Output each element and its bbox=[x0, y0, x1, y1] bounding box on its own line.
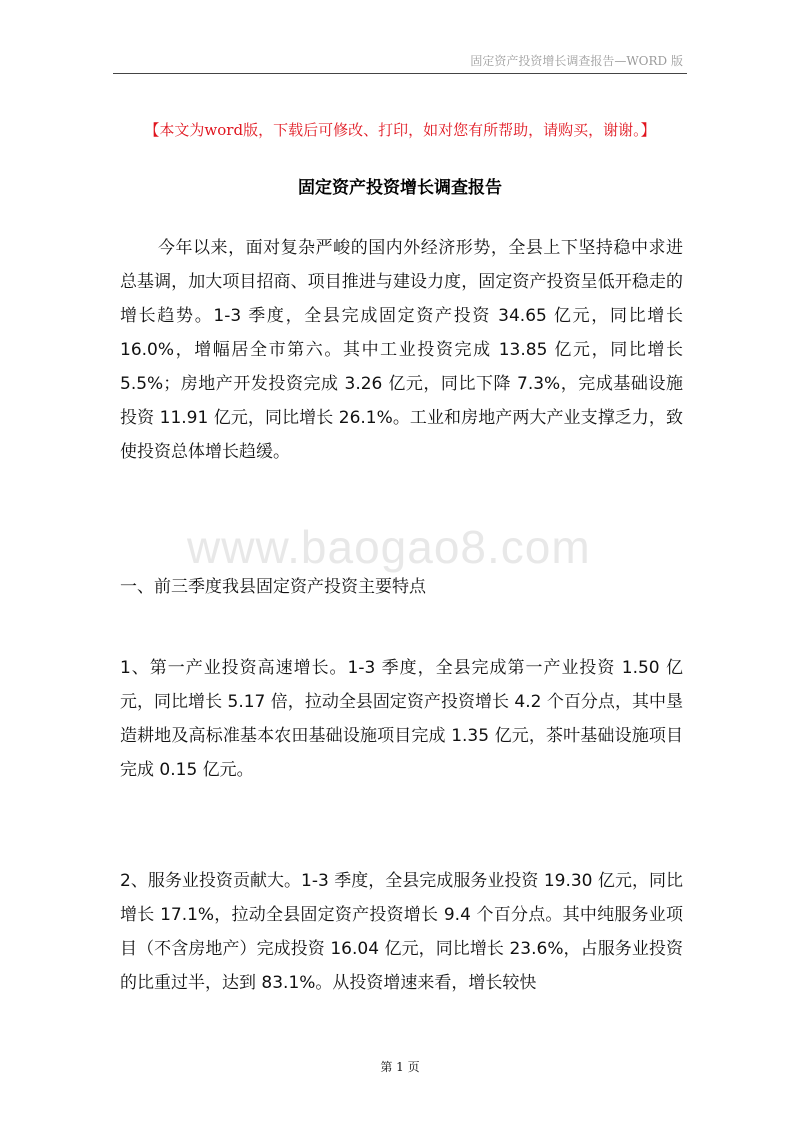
intro-paragraph: 今年以来，面对复杂严峻的国内外经济形势，全县上下坚持稳中求进总基调，加大项目招商、项目推进与建设力度，固定资产投资呈低开稳走的增长趋势。1-3 季度，全县完成固定资产投资 34.65 亿元，同比增长 16.0%，增幅居全市第六。其中工业投资完成 13.85 亿元，同比增长 5.5%；房地产开发投资完成 3.26 亿元，同比下降 7.3%，完成基础设施投资 11.91 亿元，同比增长 26.1%。工业和房地产两大产业支撑乏力，致使投资总体增长趋缓。 bbox=[120, 238, 683, 462]
point-2-paragraph: 2、服务业投资贡献大。1-3 季度，全县完成服务业投资 19.30 亿元，同比增长 17.1%，拉动全县固定资产投资增长 9.4 个百分点。其中纯服务业项目（不含房地产）完成投资 16.04 亿元，同比增长 23.6%，占服务业投资的比重过半，达到 83.1%。从投资增速来看，增长较快 bbox=[120, 871, 683, 993]
running-header: 固定资产投资增长调查报告—WORD 版 bbox=[470, 54, 683, 68]
download-notice: 【本文为word版，下载后可修改、打印，如对您有所帮助，请购买，谢谢。】 bbox=[144, 121, 656, 139]
page-number: 第 1 页 bbox=[380, 1060, 420, 1074]
watermark-text: www.baogao8.com bbox=[187, 521, 591, 573]
section-heading: 一、前三季度我县固定资产投资主要特点 bbox=[120, 577, 426, 597]
point-1-paragraph: 1、第一产业投资高速增长。1-3 季度，全县完成第一产业投资 1.50 亿元，同比增长 5.17 倍，拉动全县固定资产投资增长 4.2 个百分点，其中垦造耕地及高标准基本农田基础设施项目完成 1.35 亿元，茶叶基础设施项目完成 0.15 亿元。 bbox=[120, 658, 683, 780]
header-divider bbox=[113, 73, 687, 74]
document-title: 固定资产投资增长调查报告 bbox=[298, 178, 502, 198]
